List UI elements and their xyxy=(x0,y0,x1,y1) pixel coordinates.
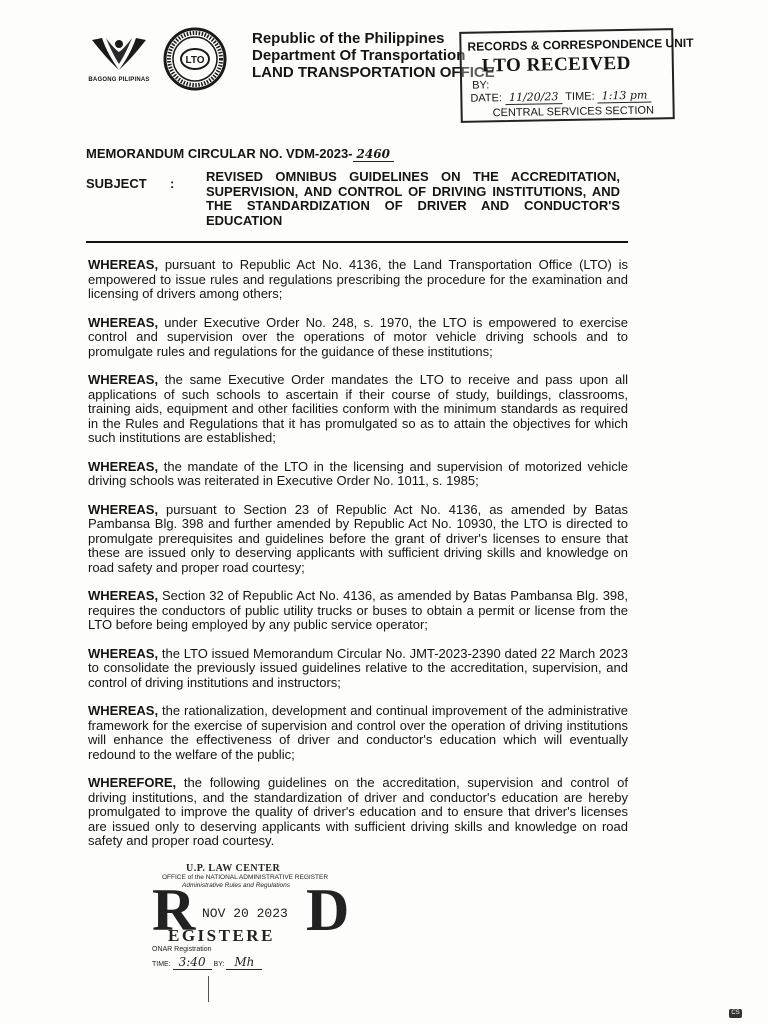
reg-office: OFFICE of the NATIONAL ADMINISTRATIVE REGISTER xyxy=(162,874,329,881)
paragraph-text: the rationalization, development and continual improvement of the administrative framework for the exercise of supervision and control over the operation of driving institutions will enhance the effectiveness of driver and conductor's education which will eventually redound to the welfare of the public; xyxy=(88,703,628,762)
paragraph-text: the same Executive Order mandates the LTO to receive and pass upon all applications of such schools to ascertain if their course of study, buildings, classrooms, training aids, equipment and other facilities conform with the minimum standards as required in the Rules and Regulations that it has promulgated so as to attain the objectives for which such institutions are established; xyxy=(88,372,628,445)
whereas-paragraph xyxy=(88,704,628,762)
stamp-time-label: TIME: xyxy=(565,90,595,104)
stamp-date-time xyxy=(470,89,651,105)
paragraph-lead: WHEREAS, xyxy=(88,257,159,272)
paragraph-lead: WHEREAS, xyxy=(88,372,159,387)
subject-text: REVISED OMNIBUS GUIDELINES ON THE ACCREDITATION, SUPERVISION, AND CONTROL OF DRIVING INSTITUTIONS, AND THE STANDARDIZATION OF DRIVER AND CONDUCTOR'S EDUCATION xyxy=(206,169,620,228)
reg-big-r: R xyxy=(152,877,196,943)
bagong-pilipinas-logo xyxy=(86,34,152,88)
memo-label: MEMORANDUM CIRCULAR NO. VDM-2023- xyxy=(86,146,353,161)
paragraph-lead: WHEREAS, xyxy=(88,588,159,603)
reg-sub: Administrative Rules and Regulations xyxy=(182,882,291,889)
stamp-status: LTO RECEIVED xyxy=(481,52,632,77)
paragraph-text: the LTO issued Memorandum Circular No. JMT-2023-2390 dated 22 March 2023 to consolidate the previously issued guidelines relative to the accreditation, supervision, and control of driving institutions and instructors; xyxy=(88,645,628,690)
registered-stamp xyxy=(140,858,360,978)
stamp-date-value: 11/20/23 xyxy=(505,90,563,105)
whereas-paragraph xyxy=(88,316,628,360)
paragraph-text: pursuant to Section 23 of Republic Act No. 4136, as amended by Batas Pambansa Blg. 398 and further amended by Republic Act No. 10930, the LTO is directed to promulgate prerequisites and guidelines before the grant of driver's licenses to ensure that these are issued only to deserving applicants with sufficient driving skills and knowledge on road safety and proper road courtesy; xyxy=(88,501,628,575)
paragraph-lead: WHEREAS, xyxy=(88,314,159,330)
memo-number: 2460 xyxy=(353,147,394,162)
wherefore-paragraph xyxy=(88,776,628,849)
paragraph-text: under Executive Order No. 248, s. 1970, the LTO is empowered to exercise control and supervision over the operations of motor vehicle driving schools and to promulgate rules and regulations for the guidance of these institutions; xyxy=(88,314,628,359)
logo-caption: BAGONG PILIPINAS xyxy=(88,77,150,83)
paragraph-lead: WHEREAS, xyxy=(88,458,159,474)
subject-colon: : xyxy=(170,176,175,191)
reg-signature: Mh xyxy=(226,955,262,970)
header-divider xyxy=(86,241,628,243)
whereas-paragraph xyxy=(88,258,628,302)
reg-big-d: D xyxy=(306,877,350,943)
header-line-department: Department Of Transportation xyxy=(252,47,466,64)
memo-circular-number xyxy=(86,146,394,161)
camscanner-badge: CS xyxy=(729,1009,742,1018)
paragraph-lead: WHEREAS, xyxy=(88,501,159,517)
reg-word: EGISTERE xyxy=(168,926,275,945)
reg-onar-label: ONAR Registration xyxy=(152,946,212,953)
lto-seal-icon xyxy=(163,27,227,91)
seal-text: LTO xyxy=(185,55,205,66)
stamp-unit: RECORDS & CORRESPONDENCE UNIT xyxy=(467,35,694,54)
header-line-republic: Republic of the Philippines xyxy=(252,30,445,47)
lto-seal xyxy=(163,27,227,91)
paragraph-text: pursuant to Republic Act No. 4136, the Land Transportation Office (LTO) is empowered to issue rules and regulations prescribing the procedure for the examination and licensing of drivers among others; xyxy=(88,257,628,301)
scan-mark-line xyxy=(208,976,209,1002)
reg-time xyxy=(152,955,262,969)
paragraph-lead: WHEREFORE, xyxy=(88,775,177,790)
reg-center: U.P. LAW CENTER xyxy=(186,863,281,874)
whereas-paragraph xyxy=(88,460,628,489)
whereas-paragraph xyxy=(88,373,628,446)
received-stamp xyxy=(459,28,694,123)
reg-by-label: BY: xyxy=(213,961,225,968)
stamp-date-label: DATE: xyxy=(470,92,503,105)
bagong-pilipinas-emblem-icon xyxy=(86,34,152,76)
paragraph-text: the following guidelines on the accreditation, supervision and control of driving institutions, and the standardization of driver and conductor's education are hereby promulgated to improve the quality of driver's education and to ensure that driver's licenses are issued only to deserving applicants with sufficient driving skills and knowledge on road safety and proper road courtesy. xyxy=(88,775,628,848)
whereas-paragraph xyxy=(88,589,628,633)
header-line-office: LAND TRANSPORTATION OFFICE xyxy=(252,64,495,81)
whereas-paragraph xyxy=(88,503,628,576)
document-body xyxy=(88,258,628,863)
paragraph-lead: WHEREAS, xyxy=(88,703,159,718)
paragraph-text: Section 32 of Republic Act No. 4136, as amended by Batas Pambansa Blg. 398, requires the conductors of public utility trucks or buses to obtain a permit or license from the LTO before being employed by any public service operator; xyxy=(88,588,628,632)
reg-time-value: 3:40 xyxy=(173,955,212,970)
stamp-time-value: 1:13 pm xyxy=(598,89,652,104)
stamp-section: CENTRAL SERVICES SECTION xyxy=(492,104,655,120)
subject-label: SUBJECT xyxy=(86,176,147,191)
reg-date: NOV 20 2023 xyxy=(202,906,288,921)
paragraph-lead: WHEREAS, xyxy=(88,645,159,661)
reg-time-label: TIME: xyxy=(152,961,171,968)
stamp-by-label: BY: xyxy=(472,79,490,92)
whereas-paragraph xyxy=(88,647,628,691)
paragraph-text: the mandate of the LTO in the licensing and supervision of motorized vehicle driving schools was reiterated in Executive Order No. 1011, s. 1985; xyxy=(88,458,628,488)
